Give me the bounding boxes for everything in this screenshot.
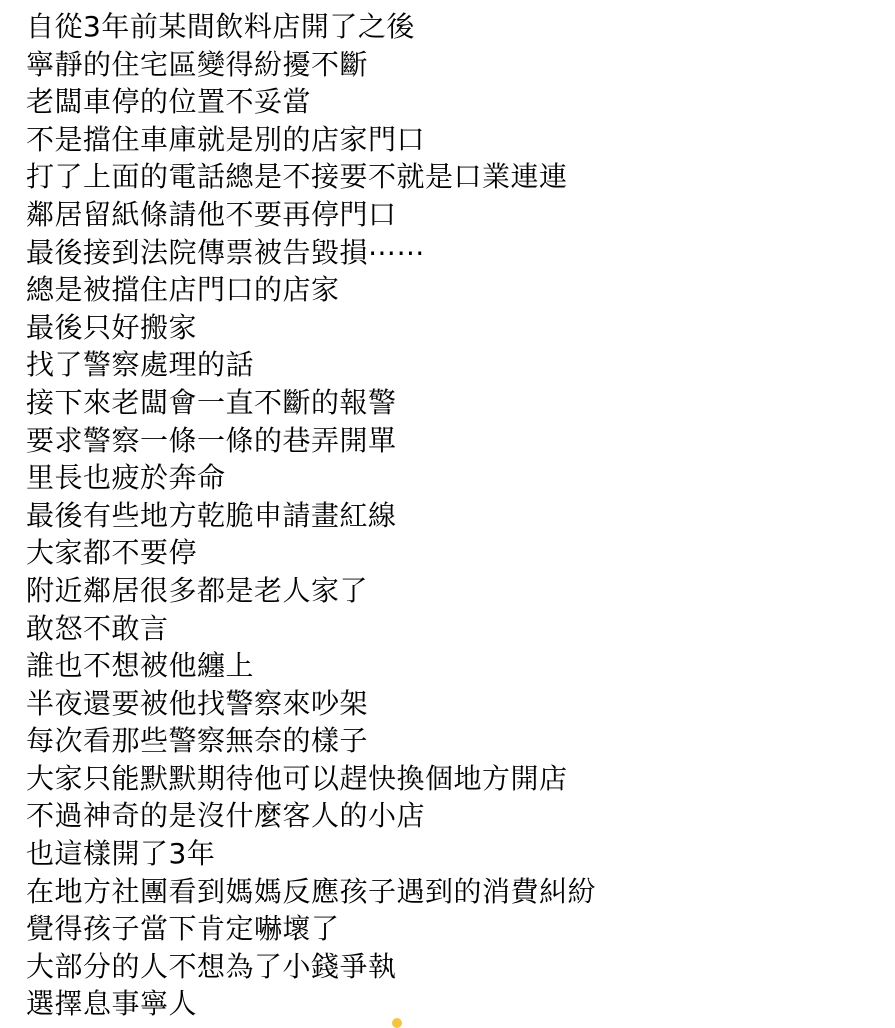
text-line: 在地方社團看到媽媽反應孩子遇到的消費糾紛 xyxy=(26,874,597,908)
text-line: 也這樣開了3年 xyxy=(26,837,216,871)
text-line: 大家都不要停 xyxy=(26,536,198,570)
text-line: 附近鄰居很多都是老人家了 xyxy=(26,573,369,607)
text-line: 打了上面的電話總是不接要不就是口業連連 xyxy=(26,160,568,194)
text-line: 半夜還要被他找警察來吵架 xyxy=(26,686,369,720)
text-line: 最後有些地方乾脆申請畫紅線 xyxy=(26,498,397,532)
text-line: 自從3年前某間飲料店開了之後 xyxy=(26,10,415,43)
text-line: 大家只能默默期待他可以趕快換個地方開店 xyxy=(26,761,568,795)
text-line: 要求警察一條一條的巷弄開單 xyxy=(26,423,397,457)
text-line: 接下來老闆會一直不斷的報警 xyxy=(26,385,397,419)
text-line: 找了警察處理的話 xyxy=(26,348,255,382)
text-line: 誰也不想被他纏上 xyxy=(26,649,255,683)
text-line: 總是被擋住店門口的店家 xyxy=(26,273,340,307)
text-line: 寧靜的住宅區變得紛擾不斷 xyxy=(26,47,369,81)
text-line: 里長也疲於奔命 xyxy=(26,461,226,495)
text-line: 不過神奇的是沒什麼客人的小店 xyxy=(26,799,426,833)
text-line: 最後只好搬家 xyxy=(26,310,198,344)
text-line: 不是擋住車庫就是別的店家門口 xyxy=(26,122,426,156)
emoji-icon xyxy=(392,1018,402,1028)
text-line: 最後接到法院傳票被告毀損⋯⋯ xyxy=(26,235,426,269)
text-line: 鄰居留紙條請他不要再停門口 xyxy=(26,197,397,231)
text-line: 敢怒不敢言 xyxy=(26,611,169,645)
text-line: 大部分的人不想為了小錢爭執 xyxy=(26,949,397,983)
text-line: 覺得孩子當下肯定嚇壞了 xyxy=(26,912,340,946)
text-line: 老闆車停的位置不妥當 xyxy=(26,85,312,119)
text-line: 選擇息事寧人 xyxy=(26,987,198,1021)
post-text xyxy=(26,8,876,1023)
text-line: 每次看那些警察無奈的樣子 xyxy=(26,724,369,758)
